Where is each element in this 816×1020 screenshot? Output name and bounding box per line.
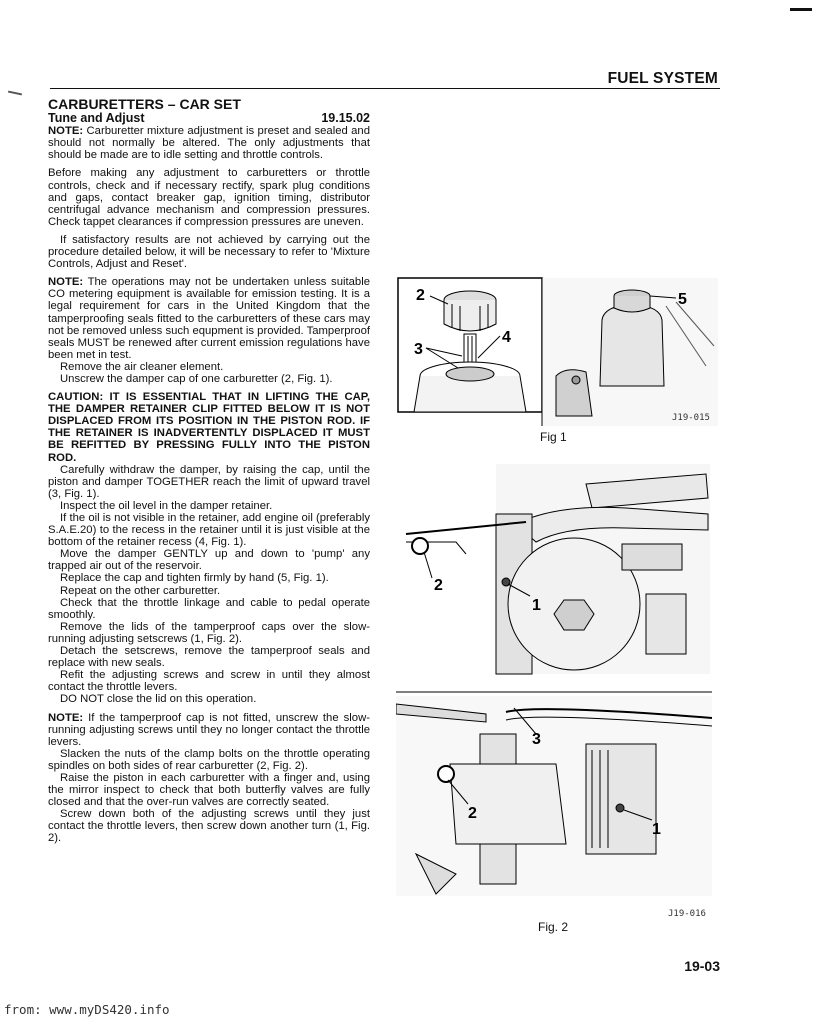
paragraph-text: Raise the piston in each carburetter with a finger and, using the mirror inspect to check that both butterfly valves are fully closed and that the over-run valves are correctly seated. xyxy=(48,771,370,809)
page-number: 19-03 xyxy=(684,958,720,974)
paragraph-text: If satisfactory results are not achieved by carrying out the procedure detailed below, it will be necessary to refer to 'Mixture Controls, Adjust and Reset'. xyxy=(48,233,370,271)
fig2-label-1: 1 xyxy=(652,821,661,838)
figure-1-caption: Fig 1 xyxy=(540,430,567,444)
fig1-ref-code: J19-015 xyxy=(672,413,710,423)
paragraph-text: Inspect the oil level in the damper retainer. xyxy=(60,499,273,512)
paragraph-lead: CAUTION: xyxy=(48,391,104,404)
paragraph xyxy=(48,512,370,548)
fig1-label-4: 4 xyxy=(502,329,511,346)
paragraph xyxy=(48,645,370,669)
figure-2 xyxy=(396,464,712,920)
fig1-label-5: 5 xyxy=(678,291,687,308)
fig2-label-3: 3 xyxy=(532,731,541,748)
paragraphs xyxy=(48,125,370,844)
figure-1-drawing xyxy=(396,276,720,428)
paragraph-text: Slacken the nuts of the clamp bolts on the throttle operating spindles on both sides of rear carburetter (2, Fig. 2). xyxy=(48,747,370,772)
paragraph xyxy=(48,276,370,361)
paragraph-text: Carefully withdraw the damper, by raising the cap, until the piston and damper TOGETHER reach the limit of upward travel (3, Fig. 1). xyxy=(48,463,370,500)
paragraph xyxy=(48,548,370,572)
paragraph xyxy=(48,500,370,512)
paragraph-text: Screw down both of the adjusting screws until they just contact the throttle levers, then screw down another turn (1, Fig. 2). xyxy=(48,808,370,845)
paragraph-text: Remove the lids of the tamperproof caps over the slow-running adjusting setscrews (1, Fig. 2). xyxy=(48,620,370,645)
paragraph xyxy=(48,693,370,705)
paragraph-lead: NOTE: xyxy=(48,711,84,724)
section-title: FUEL SYSTEM xyxy=(607,70,718,87)
fig1-label-2: 2 xyxy=(416,287,425,304)
paragraph xyxy=(48,748,370,772)
paragraph xyxy=(48,772,370,808)
fig2-label-2: 2 xyxy=(468,805,477,822)
fig2-upper-label-2: 2 xyxy=(434,577,443,594)
paragraph-text: Repeat on the other carburetter. xyxy=(60,584,221,597)
paragraph xyxy=(48,167,370,227)
paragraph xyxy=(48,572,370,584)
subheading-text: Tune and Adjust xyxy=(48,111,145,126)
paragraph-text: If the oil is not visible in the retainer, add engine oil (preferably S.A.E.20) to the recess in the retainer until it is just visible at the bottom of the retainer recess (4, Fig. 1). xyxy=(48,512,370,549)
corner-mark xyxy=(790,8,812,11)
paragraph xyxy=(48,808,370,844)
paragraph xyxy=(48,597,370,621)
subheading xyxy=(48,112,370,124)
paragraph xyxy=(48,125,370,161)
margin-mark xyxy=(8,91,22,96)
figure-2-caption: Fig. 2 xyxy=(538,920,569,934)
operation-number: 19.15.02 xyxy=(321,111,370,126)
fig2-ref-code: J19-016 xyxy=(668,909,706,919)
figure-1 xyxy=(396,276,720,428)
paragraph xyxy=(48,234,370,270)
paragraph-text: Detach the setscrews, remove the tamperproof seals and replace with new seals. xyxy=(48,645,370,670)
paragraph-text: Refit the adjusting screws and screw in until they almost contact the throttle levers. xyxy=(48,669,370,694)
paragraph-text: Unscrew the damper cap of one carburetter (2, Fig. 1). xyxy=(60,372,333,385)
paragraph-text: Remove the air cleaner element. xyxy=(60,360,224,373)
paragraph-text: The operations may not be undertaken unless suitable CO metering equipment is available for emission testing. It is a legal requirement for cars in the United Kingdom that the tamperproofing seals fitted to the carburetters of these cars may not be removed unless such equpment is provided. Tamperproof seals MUST be renewed after current emission regulations have been met in test. xyxy=(48,276,370,361)
paragraph-lead: NOTE: xyxy=(48,276,84,289)
paragraph-text: DO NOT close the lid on this operation. xyxy=(60,693,257,706)
paragraph-text: IT IS ESSENTIAL THAT IN LIFTING THE CAP, THE DAMPER RETAINER CLIP FITTED BELOW IT IS NOT DISPLACED FROM ITS POSITION IN THE PISTON ROD. IF THE RETAINER IS INADVERTENTLY DISPLACED IT MUST BE REFITTED BY PRESSING FULLY INTO THE PISTON ROD. xyxy=(48,391,370,464)
paragraph-text: Replace the cap and tighten firmly by hand (5, Fig. 1). xyxy=(60,572,329,585)
text-column xyxy=(48,98,370,845)
paragraph-text: Check that the throttle linkage and cable to pedal operate smoothly. xyxy=(48,596,370,621)
paragraph xyxy=(48,621,370,645)
paragraph xyxy=(48,361,370,373)
page-title: CARBURETTERS – CAR SET xyxy=(48,96,241,112)
paragraph-text: Move the damper GENTLY up and down to 'pump' any trapped air out of the reservoir. xyxy=(48,548,370,573)
paragraph-text: Carburetter mixture adjustment is preset and sealed and should not normally be altered. The only adjustments that should be made are to idle setting and throttle controls. xyxy=(48,125,370,162)
paragraph-text: If the tamperproof cap is not fitted, unscrew the slow-running adjusting screws until they no longer contact the throttle levers. xyxy=(48,711,370,748)
paragraph xyxy=(48,585,370,597)
fig2-upper-label-1: 1 xyxy=(532,597,541,614)
header-rule xyxy=(50,88,720,89)
paragraph-text: Before making any adjustment to carburetters or throttle controls, check and if necessary rectify, spark plug conditions and gaps, contact breaker gap, ignition timing, distributor centrifugal advance mechanism and compression pressures. Check tappet clearances if compression pressures are uneven. xyxy=(48,167,370,228)
paragraph-lead: NOTE: xyxy=(48,125,84,138)
paragraph xyxy=(48,712,370,748)
source-footer: from: www.myDS420.info xyxy=(4,1002,170,1017)
paragraph xyxy=(48,391,370,464)
paragraph xyxy=(48,669,370,693)
fig1-label-3: 3 xyxy=(414,341,423,358)
figure-2-drawing xyxy=(396,464,712,920)
paragraph xyxy=(48,373,370,385)
paragraph xyxy=(48,464,370,500)
